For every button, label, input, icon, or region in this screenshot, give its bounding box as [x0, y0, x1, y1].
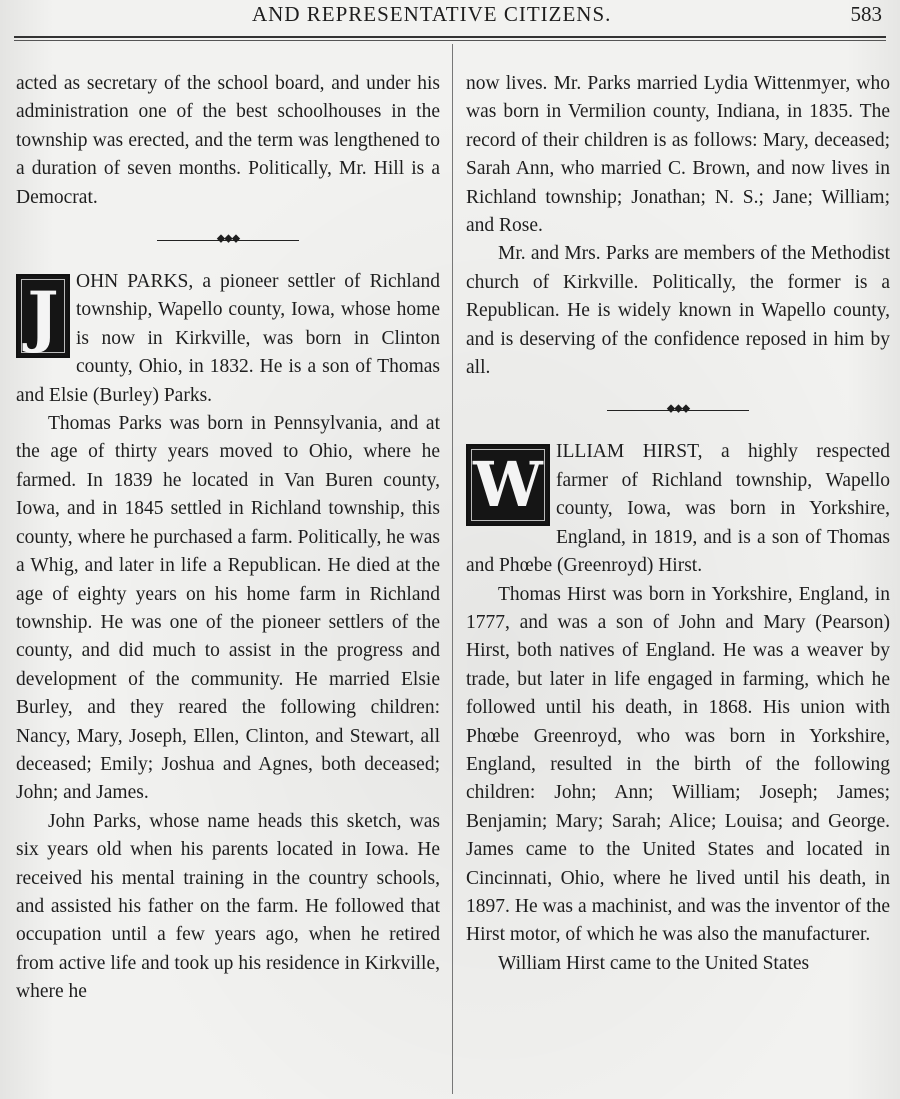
paragraph-william-hirst: William Hirst came to the United States	[498, 952, 810, 974]
paragraph-thomas-parks: Thomas Parks was born in Pennsylvania, and at the age of thirty years moved to Ohio, where he farmed. In 1839 he located in Van Buren county, Iowa, and in 1845 settled in Richland township, this county, where he purchased a farm. Politically, he was a Whig, and later in life a Republican. He died at the age of eighty years on his home farm in Richland township. He was one of the pioneer settlers of the county, and did much to assist in the progress and development of the community. He married Elsie Burley, and they reared the following children: Nancy, Mary, Joseph, Ellen, Clinton, and Stewart, all deceased; Emily; Joshua and Agnes, both deceased; John; and James.	[16, 413, 440, 804]
drop-cap-j: J	[16, 274, 70, 358]
paragraph-thomas-hirst: Thomas Hirst was born in Yorkshire, England, in 1777, and was a son of John and Mary (Pearson) Hirst, both natives of England. He was a weaver by trade, but later in life engaged in farming, which he followed until his death, in 1868. His union with Phœbe Greenroyd, who was born in Yorkshire, England, resulted in the birth of the following children: John; Ann; William; Joseph; James; Benjamin; Mary; Sarah; Alice; Louisa; and George. James came to the United States and located in Cincinnati, Ohio, where he lived until his death, in 1897. He was a machinist, and was the inventor of the Hirst motor, of which he was also the manufacturer.	[466, 583, 890, 946]
header-rule	[14, 36, 886, 41]
paragraph-hill-continued: acted as secretary of the school board, and under his administration one of the best schoolhouses in the township was erected, and the term was lengthened to a duration of seven months. Politically, Mr. Hill is a Democrat.	[16, 73, 440, 208]
left-column	[16, 70, 440, 1007]
paragraph-parks-members: Mr. and Mrs. Parks are members of the Methodist church of Kirkville. Politically, the former is a Republican. He is widely known in Wapello county, and is deserving of the confidence reposed in him by all.	[466, 243, 890, 379]
subject-name-william-hirst: ILLIAM HIRST,	[556, 441, 703, 463]
paragraph-john-parks: John Parks, whose name heads this sketch, was six years old when his parents located in Iowa. He received his mental training in the country schools, and assisted his father on the farm. He followed that occupation until a few years ago, when he retired from active life and took up his residence in Kirkville, where he	[16, 810, 440, 1003]
page-title: AND REPRESENTATIVE CITIZENS.	[252, 2, 612, 26]
page-number: 583	[850, 2, 882, 26]
subject-name-john-parks: OHN PARKS,	[76, 271, 194, 293]
paragraph-hirst-bio	[466, 438, 890, 580]
column-divider	[452, 44, 453, 1094]
section-ornament	[16, 212, 440, 268]
drop-cap-w: W	[466, 444, 550, 526]
paragraph-parks-continued: now lives. Mr. Parks married Lydia Wittenmyer, who was born in Vermilion county, Indiana, in 1835. The record of their children is as follows: Mary, deceased; Sarah Ann, who married C. Brown, and now lives in Richland township; Jonathan; N. S.; Jane; William; and Rose.	[466, 73, 890, 237]
section-ornament	[466, 382, 890, 438]
ornament-diamonds: ◆◆◆	[216, 231, 240, 245]
ornament-diamonds: ◆◆◆	[666, 401, 690, 415]
paragraph-parks-bio	[16, 268, 440, 410]
running-head	[0, 2, 900, 28]
right-column	[466, 70, 890, 978]
parks-bio-text: a pioneer settler of Richland township, Wapello county, Iowa, whose home is now in Kirkville, was born in Clinton county, Ohio, in 1832. He is a son of Thomas and Elsie (Burley) Parks.	[16, 271, 440, 406]
hirst-bio-text: a highly respected farmer of Richland township, Wapello county, Iowa, was born in Yorkshire, England, in 1819, and is a son of Thomas and Phœbe (Greenroyd) Hirst.	[466, 441, 890, 577]
